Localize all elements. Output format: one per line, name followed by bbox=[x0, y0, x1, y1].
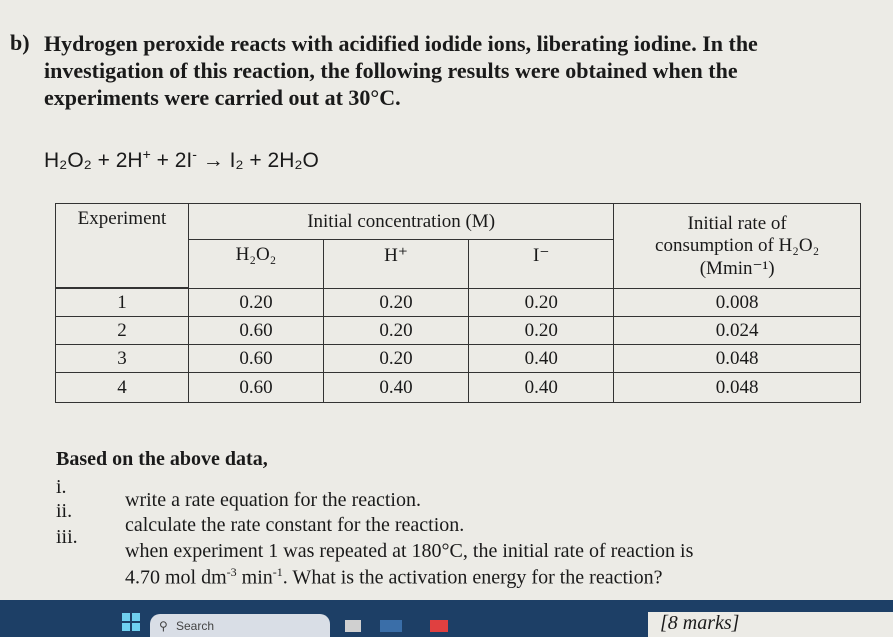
header-rate-line2: consumption of H₂O₂ bbox=[655, 234, 820, 256]
eq-i2: I₂ bbox=[229, 149, 244, 172]
cell-iminus: 0.20 bbox=[469, 289, 614, 317]
cell-hplus: 0.20 bbox=[323, 345, 468, 373]
item-text-part: 4.70 mol dm bbox=[125, 566, 227, 589]
item-text-sup: -1 bbox=[272, 565, 283, 579]
chemical-equation bbox=[44, 146, 319, 173]
item-text: write a rate equation for the reaction. bbox=[125, 489, 421, 511]
file-explorer-icon[interactable] bbox=[345, 620, 361, 632]
based-on-text: Based on the above data, bbox=[56, 448, 268, 470]
search-icon: ⚲ bbox=[159, 619, 168, 633]
cell-h2o2: 0.60 bbox=[188, 317, 323, 345]
header-rate-line1: Initial rate of bbox=[687, 212, 787, 234]
item-text: calculate the rate constant for the reaction. bbox=[125, 514, 465, 536]
cell-h2o2: 0.20 bbox=[188, 289, 323, 317]
marks-label: [8 marks] bbox=[648, 612, 893, 637]
cell-rate: 0.048 bbox=[614, 345, 861, 373]
cell-hplus: 0.40 bbox=[323, 373, 468, 403]
item-text: when experiment 1 was repeated at 180°C, the initial rate of reaction is bbox=[125, 540, 694, 562]
item-text-continued bbox=[125, 560, 805, 591]
eq-h2o2: H₂O₂ bbox=[44, 149, 92, 172]
eq-2h2o: + 2H₂O bbox=[243, 149, 319, 172]
results-table bbox=[55, 203, 861, 403]
eq-hplus: + bbox=[142, 146, 151, 162]
header-iminus: I⁻ bbox=[469, 240, 614, 289]
item-number: i. bbox=[56, 476, 67, 498]
header-initial-rate bbox=[614, 204, 861, 289]
eq-2h: + 2H bbox=[91, 149, 143, 172]
question-label: b) bbox=[10, 30, 30, 55]
item-text-sup: -3 bbox=[226, 565, 237, 579]
table-row bbox=[56, 317, 861, 345]
item-text-part: min bbox=[236, 566, 273, 589]
table-row bbox=[56, 373, 861, 403]
cell-exp: 2 bbox=[56, 317, 189, 345]
taskbar-search-box[interactable] bbox=[150, 614, 330, 637]
eq-2i: + 2I bbox=[150, 149, 193, 172]
header-h2o2: H₂O₂ bbox=[188, 240, 323, 289]
cell-iminus: 0.20 bbox=[469, 317, 614, 345]
cell-hplus: 0.20 bbox=[323, 289, 468, 317]
cell-iminus: 0.40 bbox=[469, 373, 614, 403]
windows-start-icon[interactable] bbox=[122, 613, 140, 631]
eq-arrow: → bbox=[196, 149, 230, 172]
cell-hplus: 0.20 bbox=[323, 317, 468, 345]
app-icon[interactable] bbox=[430, 620, 448, 632]
cell-exp: 3 bbox=[56, 345, 189, 373]
header-rate-line3: (Mmin⁻¹) bbox=[699, 257, 775, 279]
question-text: Hydrogen peroxide reacts with acidified iodide ions, liberating iodine. In the investigation of this reaction, the following results were obtained when the experiments were carried out at 30°C. bbox=[44, 31, 758, 110]
eq-iminus: - bbox=[192, 146, 197, 162]
cell-exp: 4 bbox=[56, 373, 189, 403]
header-hplus: H⁺ bbox=[323, 240, 468, 289]
header-experiment: Experiment bbox=[56, 204, 189, 288]
cell-h2o2: 0.60 bbox=[188, 345, 323, 373]
cell-rate: 0.008 bbox=[614, 289, 861, 317]
table-row bbox=[56, 345, 861, 373]
cell-exp: 1 bbox=[56, 289, 189, 317]
header-initial-concentration: Initial concentration (M) bbox=[188, 204, 613, 240]
item-number: iii. bbox=[56, 526, 78, 548]
cell-h2o2: 0.60 bbox=[188, 373, 323, 403]
search-placeholder: Search bbox=[176, 619, 215, 633]
table-row bbox=[56, 289, 861, 317]
app-icon[interactable] bbox=[380, 620, 402, 632]
cell-iminus: 0.40 bbox=[469, 345, 614, 373]
cell-rate: 0.024 bbox=[614, 317, 861, 345]
item-text-part: . What is the activation energy for the reaction? bbox=[282, 566, 663, 589]
item-number: ii. bbox=[56, 500, 73, 522]
cell-rate: 0.048 bbox=[614, 373, 861, 403]
